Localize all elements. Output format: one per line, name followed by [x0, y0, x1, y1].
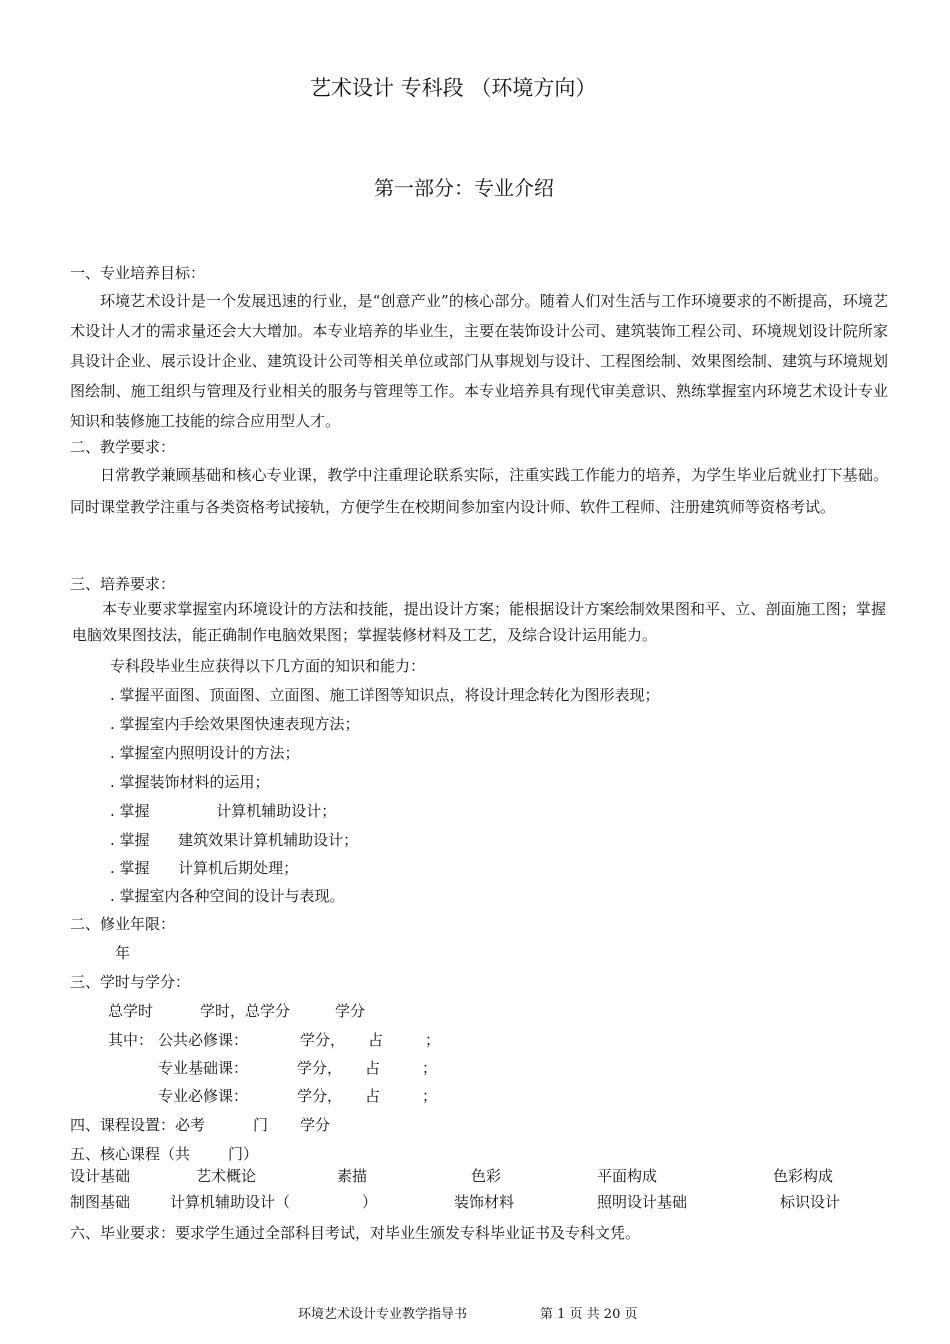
duration-value: 年	[115, 944, 131, 962]
total-hours-text: 学时，总学分	[200, 1002, 291, 1020]
row-end: ；	[425, 1031, 441, 1049]
goal-paragraph: 环境艺术设计是一个发展迅速的行业，是“创意产业”的核心部分。随着人们对生活与工作环境要求的不断提高，环境艺术设计人才的需求量还会大大增加。本专业培养的毕业生，主要在装饰设计公司、建筑装饰工程公司、环境规划设计院所家具设计企业、展示设计企业、建筑设计公司等相关单位或部门从事规划与设计、工程图绘制、效果图绘制、建筑与环境规划图绘制、施工组织与管理及行业相关的服务与管理等工作。本专业培养具有现代审美意识、熟练掌握室内环境艺术设计专业知识和装修施工技能的综合应用型人才。	[70, 292, 888, 430]
core-course: 色彩	[471, 1167, 502, 1185]
list-item: . 掌握 建筑效果计算机辅助设计；	[110, 831, 359, 849]
list-item: . 掌握 计算机辅助设计；	[110, 802, 337, 820]
share-label: 占	[368, 1031, 384, 1049]
footer-page-number: 第 1 页 共 20 页	[540, 1307, 638, 1322]
course-type-label: 专业基础课：	[158, 1059, 249, 1077]
core-course: 装饰材料	[454, 1193, 515, 1211]
list-item: . 掌握平面图、顶面图、立面图、施工详图等知识点，将设计理念转化为图形表现；	[110, 686, 660, 704]
core-course: 平面构成	[597, 1167, 658, 1185]
total-credits-unit: 学分	[335, 1002, 366, 1020]
teaching-paragraph: 日常教学兼顾基础和核心专业课，教学中注重理论联系实际，注重实践工作能力的培养，为学生毕业后就业打下基础。同时课堂教学注重与各类资格考试接轨，方便学生在校期间参加室内设计师、软件工程师、注册建筑师等资格考试。	[70, 466, 888, 516]
total-hours-label: 总学时	[108, 1002, 154, 1020]
section-heading-courses: 四、课程设置：必考	[70, 1116, 206, 1134]
section-heading-teaching: 二、教学要求：	[70, 438, 176, 456]
core-course-paren: ）	[362, 1193, 378, 1211]
section-heading-hours: 三、学时与学分：	[70, 973, 191, 991]
course-type-label: 公共必修课：	[158, 1031, 249, 1049]
credit-unit: 学分，	[297, 1059, 343, 1077]
section-heading-training: 三、培养要求：	[70, 575, 176, 593]
section-heading-graduation: 六、毕业要求：要求学生通过全部科目考试，对毕业生颁发专科毕业证书及专科文凭。	[70, 1224, 641, 1242]
share-label: 占	[365, 1087, 381, 1105]
core-course: 计算机辅助设计（	[170, 1193, 291, 1211]
core-course: 制图基础	[70, 1193, 131, 1211]
section-heading-core: 五、核心课程（共	[70, 1145, 191, 1163]
training-paragraph: 本专业要求掌握室内环境设计的方法和技能，提出设计方案；能根据设计方案绘制效果图和平、立、剖面施工图；掌握电脑效果图技法，能正确制作电脑效果图；掌握装修材料及工艺，及综合设计运用能力。	[72, 600, 886, 644]
section-heading-duration: 二、修业年限：	[70, 915, 176, 933]
core-course: 照明设计基础	[597, 1193, 688, 1211]
row-end: ；	[422, 1087, 438, 1105]
credit-unit: 学分，	[300, 1031, 346, 1049]
part-title: 第一部分：专业介绍	[374, 176, 554, 200]
list-item: . 掌握室内手绘效果图快速表现方法；	[110, 715, 360, 733]
training-intro: 专科段毕业生应获得以下几方面的知识和能力：	[110, 657, 426, 675]
list-item: . 掌握装饰材料的运用；	[110, 773, 270, 791]
core-course: 设计基础	[70, 1167, 131, 1185]
document-title: 艺术设计 专科段 （环境方向）	[310, 76, 597, 100]
core-heading-end: 门）	[228, 1145, 259, 1163]
core-course: 艺术概论	[196, 1167, 257, 1185]
courses-unit-men: 门	[253, 1116, 269, 1134]
share-label: 占	[365, 1059, 381, 1077]
list-item: . 掌握 计算机后期处理；	[110, 859, 299, 877]
credit-unit: 学分，	[297, 1087, 343, 1105]
breakdown-prefix: 其中：	[108, 1031, 154, 1049]
list-item: . 掌握室内照明设计的方法；	[110, 744, 300, 762]
course-type-label: 专业必修课：	[158, 1087, 249, 1105]
core-course: 标识设计	[780, 1193, 841, 1211]
core-course: 素描	[337, 1167, 368, 1185]
footer-book-title: 环境艺术设计专业教学指导书	[298, 1307, 468, 1322]
list-item: . 掌握室内各种空间的设计与表现。	[110, 887, 345, 905]
core-course: 色彩构成	[773, 1167, 834, 1185]
section-heading-goal: 一、专业培养目标：	[70, 264, 206, 282]
courses-unit-credit: 学分	[300, 1116, 331, 1134]
row-end: ；	[422, 1059, 438, 1077]
